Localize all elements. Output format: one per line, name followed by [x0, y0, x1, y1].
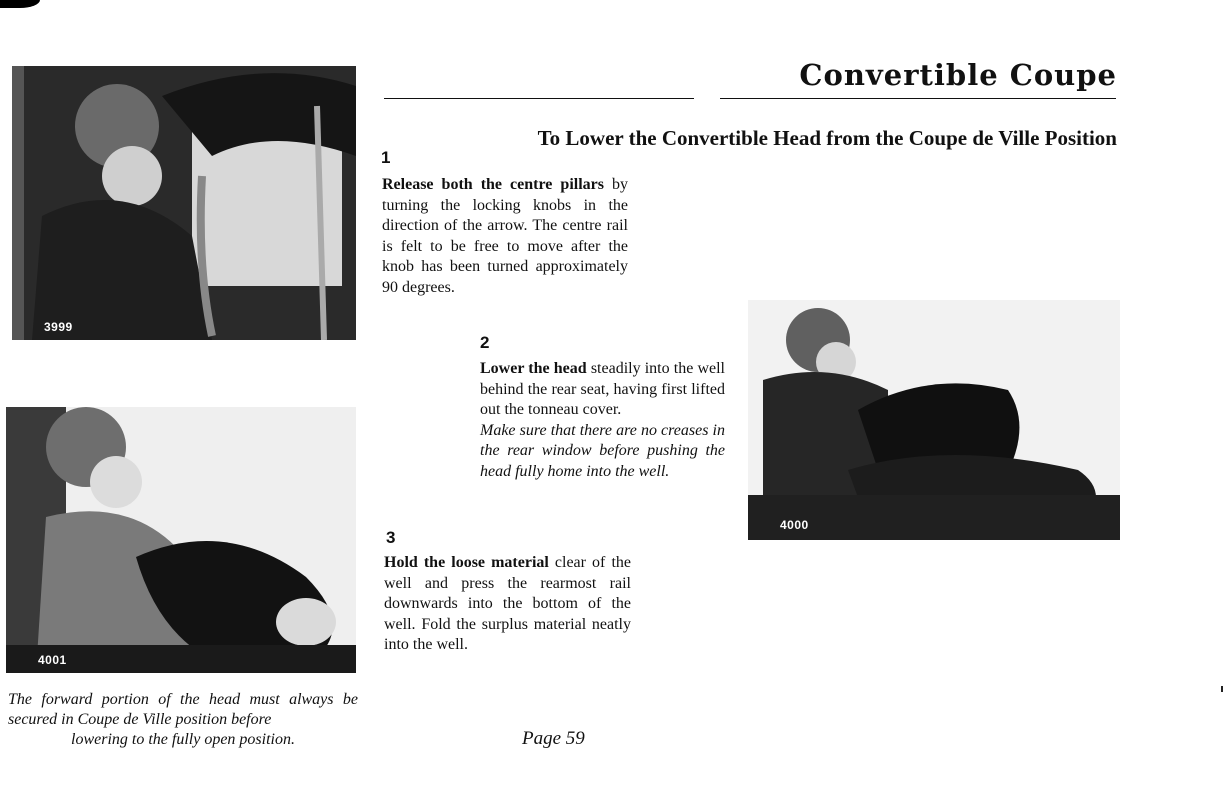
step-3-text	[384, 553, 631, 656]
step-2-text	[480, 359, 725, 482]
step-body: clear of the well and press the rearmost rail downwards into the bottom of the well. Fold the surplus material neatly into the well.	[384, 554, 632, 653]
scan-edge-mark	[1221, 686, 1223, 692]
photo-caption	[8, 690, 358, 750]
caption-last-line: lowering to the fully open position.	[71, 731, 295, 748]
step-note: Make sure that there are no creases in the rear window before pushing the head fully home into the well.	[480, 421, 725, 480]
step-body: by turning the locking knobs in the direction of the arrow. The centre rail is felt to be free to move after the knob has been turned approximately 90 degrees.	[382, 176, 629, 296]
photo-4000-illustration	[748, 300, 1120, 540]
page-number: Page 59	[522, 728, 585, 749]
step-number: 1	[381, 148, 391, 167]
photo-3999	[12, 66, 356, 340]
scan-corner-mark	[0, 0, 40, 8]
step-number: 2	[480, 333, 490, 352]
photo-3999-illustration	[12, 66, 356, 340]
section-heading: To Lower the Convertible Head from the Coupe de Ville Position	[537, 126, 1117, 150]
step-number: 3	[386, 528, 396, 547]
photo-number: 3999	[44, 320, 73, 334]
step-lead: Hold the loose material	[384, 554, 549, 571]
step-lead: Lower the head	[480, 360, 587, 377]
title-rule-left	[384, 98, 694, 99]
photo-4000	[748, 300, 1120, 540]
step-1-text	[382, 175, 628, 298]
step-body: steadily into the well behind the rear seat, having first lifted out the tonneau cover.	[480, 360, 726, 418]
title-rule-right	[720, 98, 1116, 99]
page-title: Convertible Coupe	[799, 58, 1117, 92]
photo-number: 4001	[38, 653, 67, 667]
photo-4001-illustration	[6, 407, 356, 673]
step-lead: Release both the centre pillars	[382, 176, 604, 193]
caption-text: The forward portion of the head must always be secured in Coupe de Ville position before	[8, 691, 358, 728]
photo-4001	[6, 407, 356, 673]
photo-number: 4000	[780, 518, 809, 532]
